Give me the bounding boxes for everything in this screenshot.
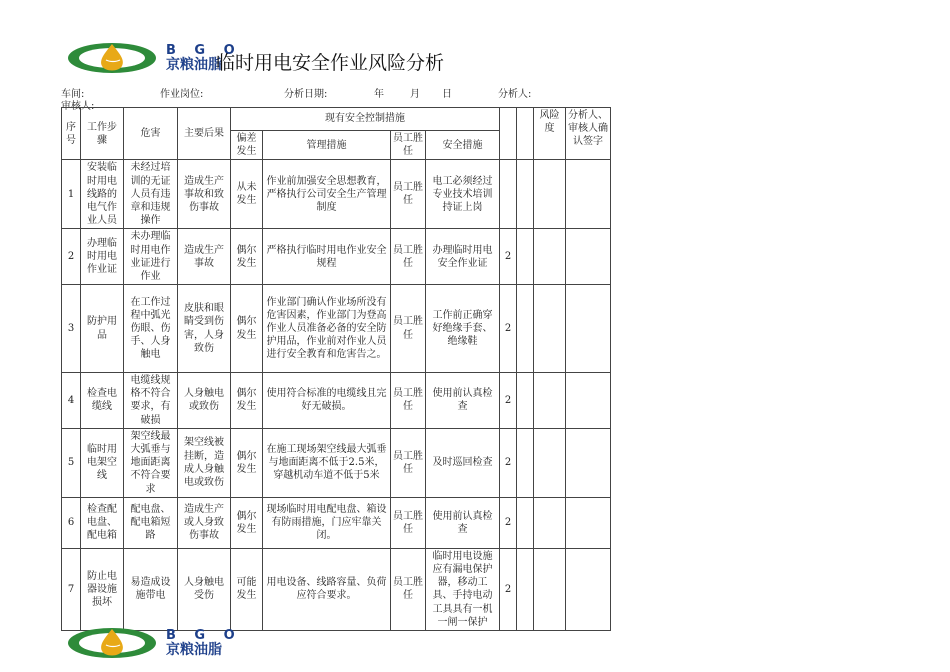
row-score: 2 [500,548,517,630]
row-risk [534,160,566,229]
row-deviation: 偶尔发生 [231,373,263,429]
row-consequence: 造成生产事故 [178,229,231,285]
row-responsible: 员工胜任 [391,373,426,429]
row-seq: 1 [62,160,81,229]
row-risk [534,428,566,497]
table-row [62,497,611,548]
row-signoff [566,548,611,630]
row-deviation: 可能发生 [231,548,263,630]
workshop-label: 车间: [61,89,85,100]
row-risk [534,497,566,548]
row-blank [517,428,534,497]
row-seq: 5 [62,428,81,497]
header-blank-2 [517,108,534,160]
row-risk [534,548,566,630]
row-management: 使用符合标准的电缆线且完好无破损。 [263,373,391,429]
header-signoff: 分析人、审核人确认签字 [566,108,611,160]
table-row [62,373,611,429]
post-label: 作业岗位: [160,89,204,100]
table-row [62,285,611,373]
header-hazard: 危害 [124,108,178,160]
row-hazard: 电缆线规格不符合要求，有破损 [124,373,178,429]
row-signoff [566,229,611,285]
row-score: 2 [500,497,517,548]
row-consequence: 人身触电受伤 [178,548,231,630]
year-label: 年 [374,89,384,100]
row-blank [517,497,534,548]
table-row [62,548,611,630]
row-step: 临时用电架空线 [81,428,124,497]
row-deviation: 从未发生 [231,160,263,229]
row-blank [517,229,534,285]
header-consequence: 主要后果 [178,108,231,160]
table-row [62,229,611,285]
row-deviation: 偶尔发生 [231,428,263,497]
row-hazard: 未办理临时用电作业证进行作业 [124,229,178,285]
header-deviation: 偏差发生 [231,131,263,160]
row-signoff [566,160,611,229]
row-step: 安装临时用电线路的电气作业人员 [81,160,124,229]
row-management: 用电设备、线路容量、负荷应符合要求。 [263,548,391,630]
row-seq: 2 [62,229,81,285]
row-management: 在施工现场架空线最大弧垂与地面距离不低于2.5米，穿越机动车道不低于5米 [263,428,391,497]
month-label: 月 [410,89,420,100]
header-safety: 安全措施 [426,131,500,160]
row-score [500,160,517,229]
analyst-label: 分析人: [498,89,532,100]
header-controls: 现有安全控制措施 [231,108,500,131]
row-responsible: 员工胜任 [391,548,426,630]
row-hazard: 在工作过程中弧光伤眼、伤手、人身触电 [124,285,178,373]
row-signoff [566,497,611,548]
row-management: 严格执行临时用电作业安全规程 [263,229,391,285]
row-step: 防止电器设施损坏 [81,548,124,630]
document-title: 临时用电安全作业风险分析 [216,52,445,74]
row-deviation: 偶尔发生 [231,229,263,285]
footer-logo [66,625,242,661]
row-signoff [566,373,611,429]
reviewer-label: 审核人: [61,101,95,112]
footer-logo-cjk-text: 京粮油脂 [166,642,222,658]
footer-logo-icon [66,625,158,661]
row-hazard: 未经过培训的无证人员有违章和违规操作 [124,160,178,229]
header-row-1 [62,108,611,131]
row-consequence: 架空线被挂断，造成人身触电或致伤 [178,428,231,497]
table-row [62,160,611,229]
row-deviation: 偶尔发生 [231,285,263,373]
row-deviation: 偶尔发生 [231,497,263,548]
logo-latin-text: B G O [166,43,242,58]
table-row [62,428,611,497]
row-responsible: 员工胜任 [391,497,426,548]
row-responsible: 员工胜任 [391,160,426,229]
day-label: 日 [442,89,452,100]
row-risk [534,373,566,429]
row-signoff [566,428,611,497]
row-responsible: 员工胜任 [391,229,426,285]
row-score: 2 [500,428,517,497]
row-seq: 3 [62,285,81,373]
row-blank [517,548,534,630]
row-consequence: 造成生产或人身致伤事故 [178,497,231,548]
header-risk: 风险度 [534,108,566,160]
row-score: 2 [500,373,517,429]
row-safety: 办理临时用电安全作业证 [426,229,500,285]
row-blank [517,285,534,373]
row-consequence: 人身触电或致伤 [178,373,231,429]
row-management: 现场临时用电配电盘、箱设有防雨措施，门应牢靠关闭。 [263,497,391,548]
date-label: 分析日期: [284,89,328,100]
row-safety: 工作前正确穿好绝缘手套、绝缘鞋 [426,285,500,373]
row-signoff [566,285,611,373]
row-step: 检查配电盘、配电箱 [81,497,124,548]
header-management: 管理措施 [263,131,391,160]
row-risk [534,285,566,373]
row-score: 2 [500,229,517,285]
row-step: 办理临时用电作业证 [81,229,124,285]
row-risk [534,229,566,285]
row-score: 2 [500,285,517,373]
row-responsible: 员工胜任 [391,285,426,373]
row-safety: 及时巡回检查 [426,428,500,497]
header-responsible: 员工胜任 [391,131,426,160]
row-blank [517,373,534,429]
row-seq: 6 [62,497,81,548]
row-consequence: 皮肤和眼睛受到伤害，人身致伤 [178,285,231,373]
row-blank [517,160,534,229]
row-hazard: 配电盘、配电箱短路 [124,497,178,548]
row-step: 检查电缆线 [81,373,124,429]
row-safety: 使用前认真检查 [426,373,500,429]
row-hazard: 易造成设施带电 [124,548,178,630]
row-safety: 电工必须经过专业技术培训持证上岗 [426,160,500,229]
row-safety: 临时用电设施应有漏电保护器，移动工具、手持电动工具具有一机一闸一保护 [426,548,500,630]
header-blank-1 [500,108,517,160]
row-seq: 7 [62,548,81,630]
logo-cjk-text: 京粮油脂 [166,57,222,73]
footer-logo-latin-text: B G O [166,628,242,643]
row-safety: 使用前认真检查 [426,497,500,548]
row-step: 防护用品 [81,285,124,373]
row-management: 作业部门确认作业场所没有危害因素，作业部门为登高作业人员准备必备的安全防护用品，作业前对作业人员进行安全教育和危害告之。 [263,285,391,373]
row-hazard: 架空线最大弧垂与地面距离不符合要求 [124,428,178,497]
header-seq: 序号 [62,108,81,160]
header-step: 工作步骤 [81,108,124,160]
row-responsible: 员工胜任 [391,428,426,497]
company-logo-icon [66,40,158,76]
row-management: 作业前加强安全思想教育，严格执行公司安全生产管理制度 [263,160,391,229]
row-seq: 4 [62,373,81,429]
risk-analysis-table [61,107,611,631]
row-consequence: 造成生产事故和致伤事故 [178,160,231,229]
